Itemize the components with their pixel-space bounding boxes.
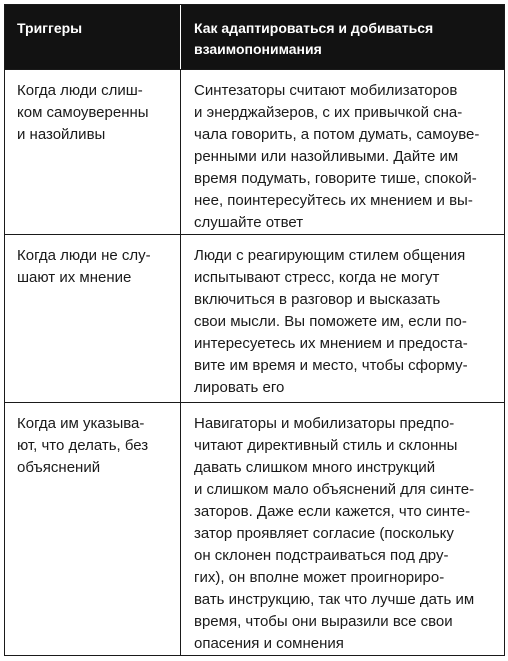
text-line: он склонен подстраиваться под дру- (194, 547, 449, 564)
text-line: ком самоуверенны (17, 104, 149, 121)
text-line: лировать его (194, 379, 285, 396)
text-line: заторов. Даже если кажется, что синте- (194, 503, 471, 520)
text-line: вите им время и место, чтобы сформу- (194, 357, 468, 374)
text-line: шают их мнение (17, 269, 132, 286)
text-line: давать слишком много инструкций (194, 459, 436, 476)
text-line: ют, что делать, без (17, 437, 149, 454)
text-line: Люди с реагирующим стилем общения (194, 247, 466, 264)
header-column-divider (180, 5, 181, 69)
text-line: свои мысли. Вы поможете им, если по- (194, 313, 467, 330)
triggers-table (4, 4, 505, 656)
text-line: испытывают стресс, когда не могут (194, 269, 440, 286)
text-line: время подумать, говорите тише, спокой- (194, 170, 477, 187)
text-line: Когда им указыва- (17, 415, 145, 432)
header-adaptation: Как адаптироваться и добиваться взаимопонимания (194, 20, 434, 57)
advice-cell (194, 413, 494, 655)
trigger-cell (17, 413, 167, 479)
advice-cell (194, 80, 494, 234)
text-line: нее, поинтересуйтесь их мнением и вы- (194, 192, 473, 209)
text-line: слушайте ответ (194, 214, 304, 231)
column-divider (180, 5, 181, 655)
text-line: Синтезаторы считают мобилизаторов (194, 82, 458, 99)
trigger-cell (17, 245, 167, 289)
text-line: включиться в разговор и высказать (194, 291, 441, 308)
text-line: Когда люди не слу- (17, 247, 151, 264)
text-line: читают директивный стиль и склонны (194, 437, 458, 454)
text-line: чала говорить, а потом думать, самоуве- (194, 126, 480, 143)
text-line: и назойливы (17, 126, 106, 143)
table-header (5, 5, 504, 69)
text-line: вать инструкцию, так что лучше дать им (194, 591, 475, 608)
text-line: Навигаторы и мобилизаторы предпо- (194, 415, 455, 432)
advice-cell (194, 245, 494, 399)
table-row (5, 234, 504, 403)
header-triggers: Триггеры (17, 20, 83, 36)
text-line: ренными или назойливыми. Дайте им (194, 148, 459, 165)
text-line: гих), он вполне может проигнориро- (194, 569, 445, 586)
table-row (5, 69, 504, 235)
text-line: время, чтобы они выразили все свои (194, 613, 453, 630)
text-line: опасения и сомнения (194, 635, 344, 652)
text-line: объяснений (17, 459, 101, 476)
text-line: интересуетесь их мнением и предоста- (194, 335, 468, 352)
table-row (5, 402, 504, 656)
text-line: Когда люди слиш- (17, 82, 143, 99)
text-line: и энерджайзеров, с их привычкой сна- (194, 104, 463, 121)
trigger-cell (17, 80, 167, 146)
text-line: затор проявляет согласие (поскольку (194, 525, 454, 542)
text-line: и слишком мало объяснений для синте- (194, 481, 475, 498)
